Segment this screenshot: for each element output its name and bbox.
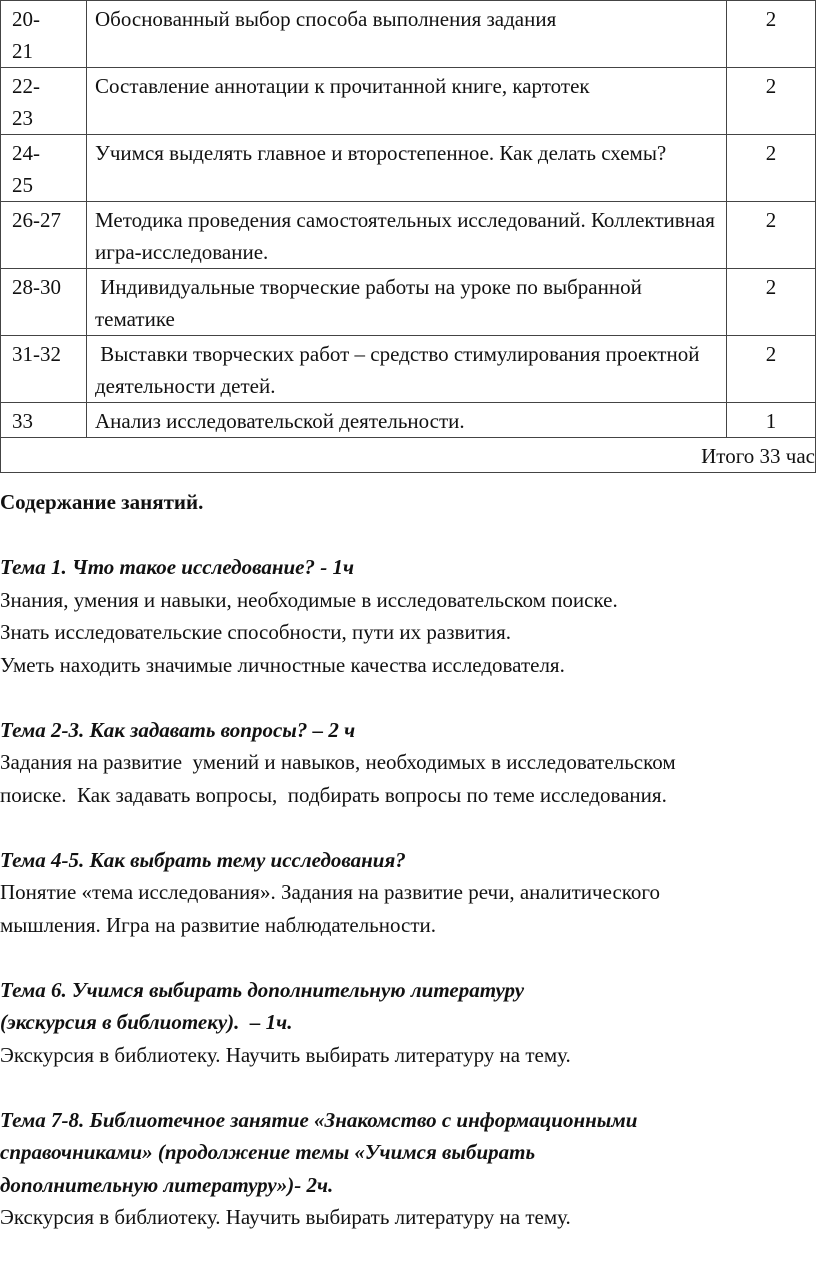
topic-title: Тема 2-3. Как задавать вопросы? – 2 ч	[0, 717, 356, 742]
topic-text: Уметь находить значимые личностные качества исследователя.	[0, 652, 565, 677]
table-row	[1, 135, 816, 202]
topic-text: мышления. Игра на развитие наблюдательности.	[0, 912, 437, 937]
table-row	[1, 403, 816, 438]
lesson-content	[0, 486, 816, 1234]
topic-title: Тема 7-8. Библиотечное занятие «Знакомство с информационными	[0, 1107, 638, 1132]
topic-title: Тема 6. Учимся выбирать дополнительную литературу	[0, 977, 525, 1002]
lesson-number: 24- 25	[1, 135, 87, 202]
table-row	[1, 68, 816, 135]
lesson-hours: 2	[727, 135, 816, 202]
section-heading: Содержание занятий.	[0, 490, 204, 514]
lesson-plan-table	[0, 0, 816, 473]
lesson-hours: 2	[727, 336, 816, 403]
lesson-hours: 1	[727, 403, 816, 438]
topic-title: справочниками» (продолжение темы «Учимся выбирать	[0, 1140, 536, 1164]
topic-text: поиске. Как задавать вопросы, подбирать вопросы по теме исследования.	[0, 782, 667, 807]
lesson-title: Учимся выделять главное и второстепенное. Как делать схемы?	[87, 135, 727, 202]
lesson-number: 28-30	[1, 269, 87, 336]
lesson-number: 33	[1, 403, 87, 438]
total-hours: Итого 33 час	[1, 438, 816, 473]
table-row	[1, 336, 816, 403]
topic-title: Тема 1. Что такое исследование? - 1ч	[0, 555, 354, 579]
topic-text: Знания, умения и навыки, необходимые в исследовательском поиске.	[0, 587, 618, 612]
lesson-number: 20- 21	[1, 1, 87, 68]
topic-title: дополнительную литературу»)- 2ч.	[0, 1172, 334, 1197]
lesson-number: 22- 23	[1, 68, 87, 135]
table-row	[1, 202, 816, 269]
lesson-title: Индивидуальные творческие работы на уроке по выбранной тематике	[87, 269, 727, 336]
topic-title: (экскурсия в библиотеку). – 1ч.	[0, 1010, 293, 1034]
lesson-title: Выставки творческих работ – средство стимулирования проектной деятельности детей.	[87, 336, 727, 403]
lesson-title: Обоснованный выбор способа выполнения задания	[87, 1, 727, 68]
topic-text: Экскурсия в библиотеку. Научить выбирать литературу на тему.	[0, 1205, 571, 1229]
lesson-hours: 2	[727, 269, 816, 336]
table-total-row	[1, 438, 816, 473]
lesson-hours: 2	[727, 68, 816, 135]
lesson-title: Методика проведения самостоятельных исследований. Коллективная игра-исследование.	[87, 202, 727, 269]
lesson-hours: 2	[727, 202, 816, 269]
topic-text: Экскурсия в библиотеку. Научить выбирать литературу на тему.	[0, 1042, 571, 1067]
table-row	[1, 269, 816, 336]
topic-text: Понятие «тема исследования». Задания на развитие речи, аналитического	[0, 880, 660, 904]
topic-title: Тема 4-5. Как выбрать тему исследования?	[0, 847, 406, 872]
lesson-title: Составление аннотации к прочитанной книге, картотек	[87, 68, 727, 135]
lesson-number: 26-27	[1, 202, 87, 269]
topic-text: Задания на развитие умений и навыков, необходимых в исследовательском	[0, 750, 676, 774]
lesson-title: Анализ исследовательской деятельности.	[87, 403, 727, 438]
lesson-hours: 2	[727, 1, 816, 68]
lesson-number: 31-32	[1, 336, 87, 403]
topic-text: Знать исследовательские способности, пути их развития.	[0, 620, 512, 644]
table-row	[1, 1, 816, 68]
